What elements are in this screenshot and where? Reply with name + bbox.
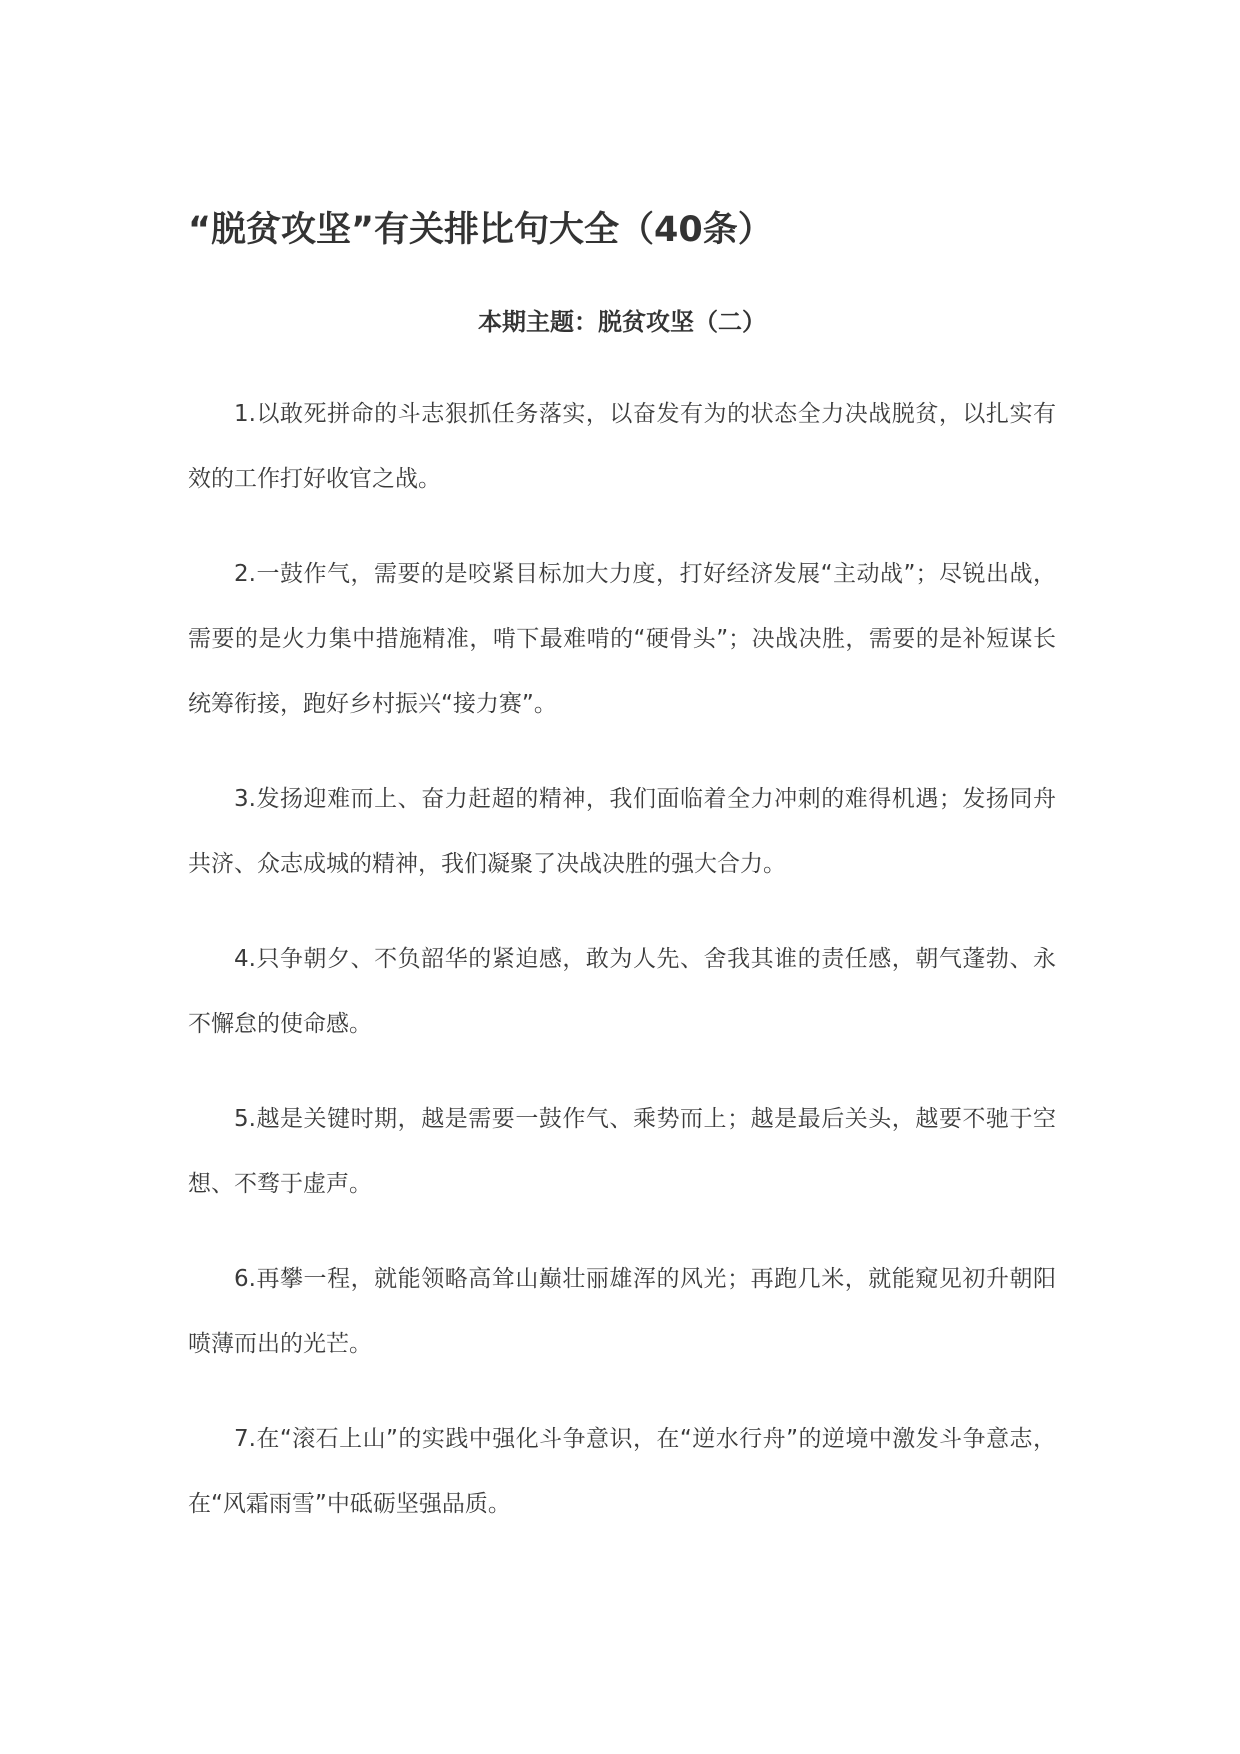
list-item: 3.发扬迎难而上、奋力赶超的精神，我们面临着全力冲刺的难得机遇；发扬同舟共济、众志成城的精神，我们凝聚了决战决胜的强大合力。 [188,786,1056,877]
document-subtitle: 本期主题：脱贫攻坚（二） [478,308,766,336]
list-item: 7.在“滚石上山”的实践中强化斗争意识，在“逆水行舟”的逆境中激发斗争意志，在“风霜雨雪”中砥砺坚强品质。 [188,1426,1056,1517]
sentence-list [188,382,1056,1567]
list-item: 1.以敢死拼命的斗志狠抓任务落实，以奋发有为的状态全力决战脱贫，以扎实有效的工作打好收官之战。 [188,401,1056,492]
document-title: “脱贫攻坚”有关排比句大全（40条） [188,210,773,250]
list-item: 4.只争朝夕、不负韶华的紧迫感，敢为人先、舍我其谁的责任感，朝气蓬勃、永不懈怠的使命感。 [188,946,1056,1037]
list-item: 5.越是关键时期，越是需要一鼓作气、乘势而上；越是最后关头，越要不驰于空想、不骛于虚声。 [188,1106,1056,1197]
list-item: 6.再攀一程，就能领略高耸山巅壮丽雄浑的风光；再跑几米，就能窥见初升朝阳喷薄而出的光芒。 [188,1266,1056,1357]
list-item: 2.一鼓作气，需要的是咬紧目标加大力度，打好经济发展“主动战”；尽锐出战，需要的是火力集中措施精准，啃下最难啃的“硬骨头”；决战决胜，需要的是补短谋长统筹衔接，跑好乡村振兴“接力赛”。 [188,561,1056,717]
